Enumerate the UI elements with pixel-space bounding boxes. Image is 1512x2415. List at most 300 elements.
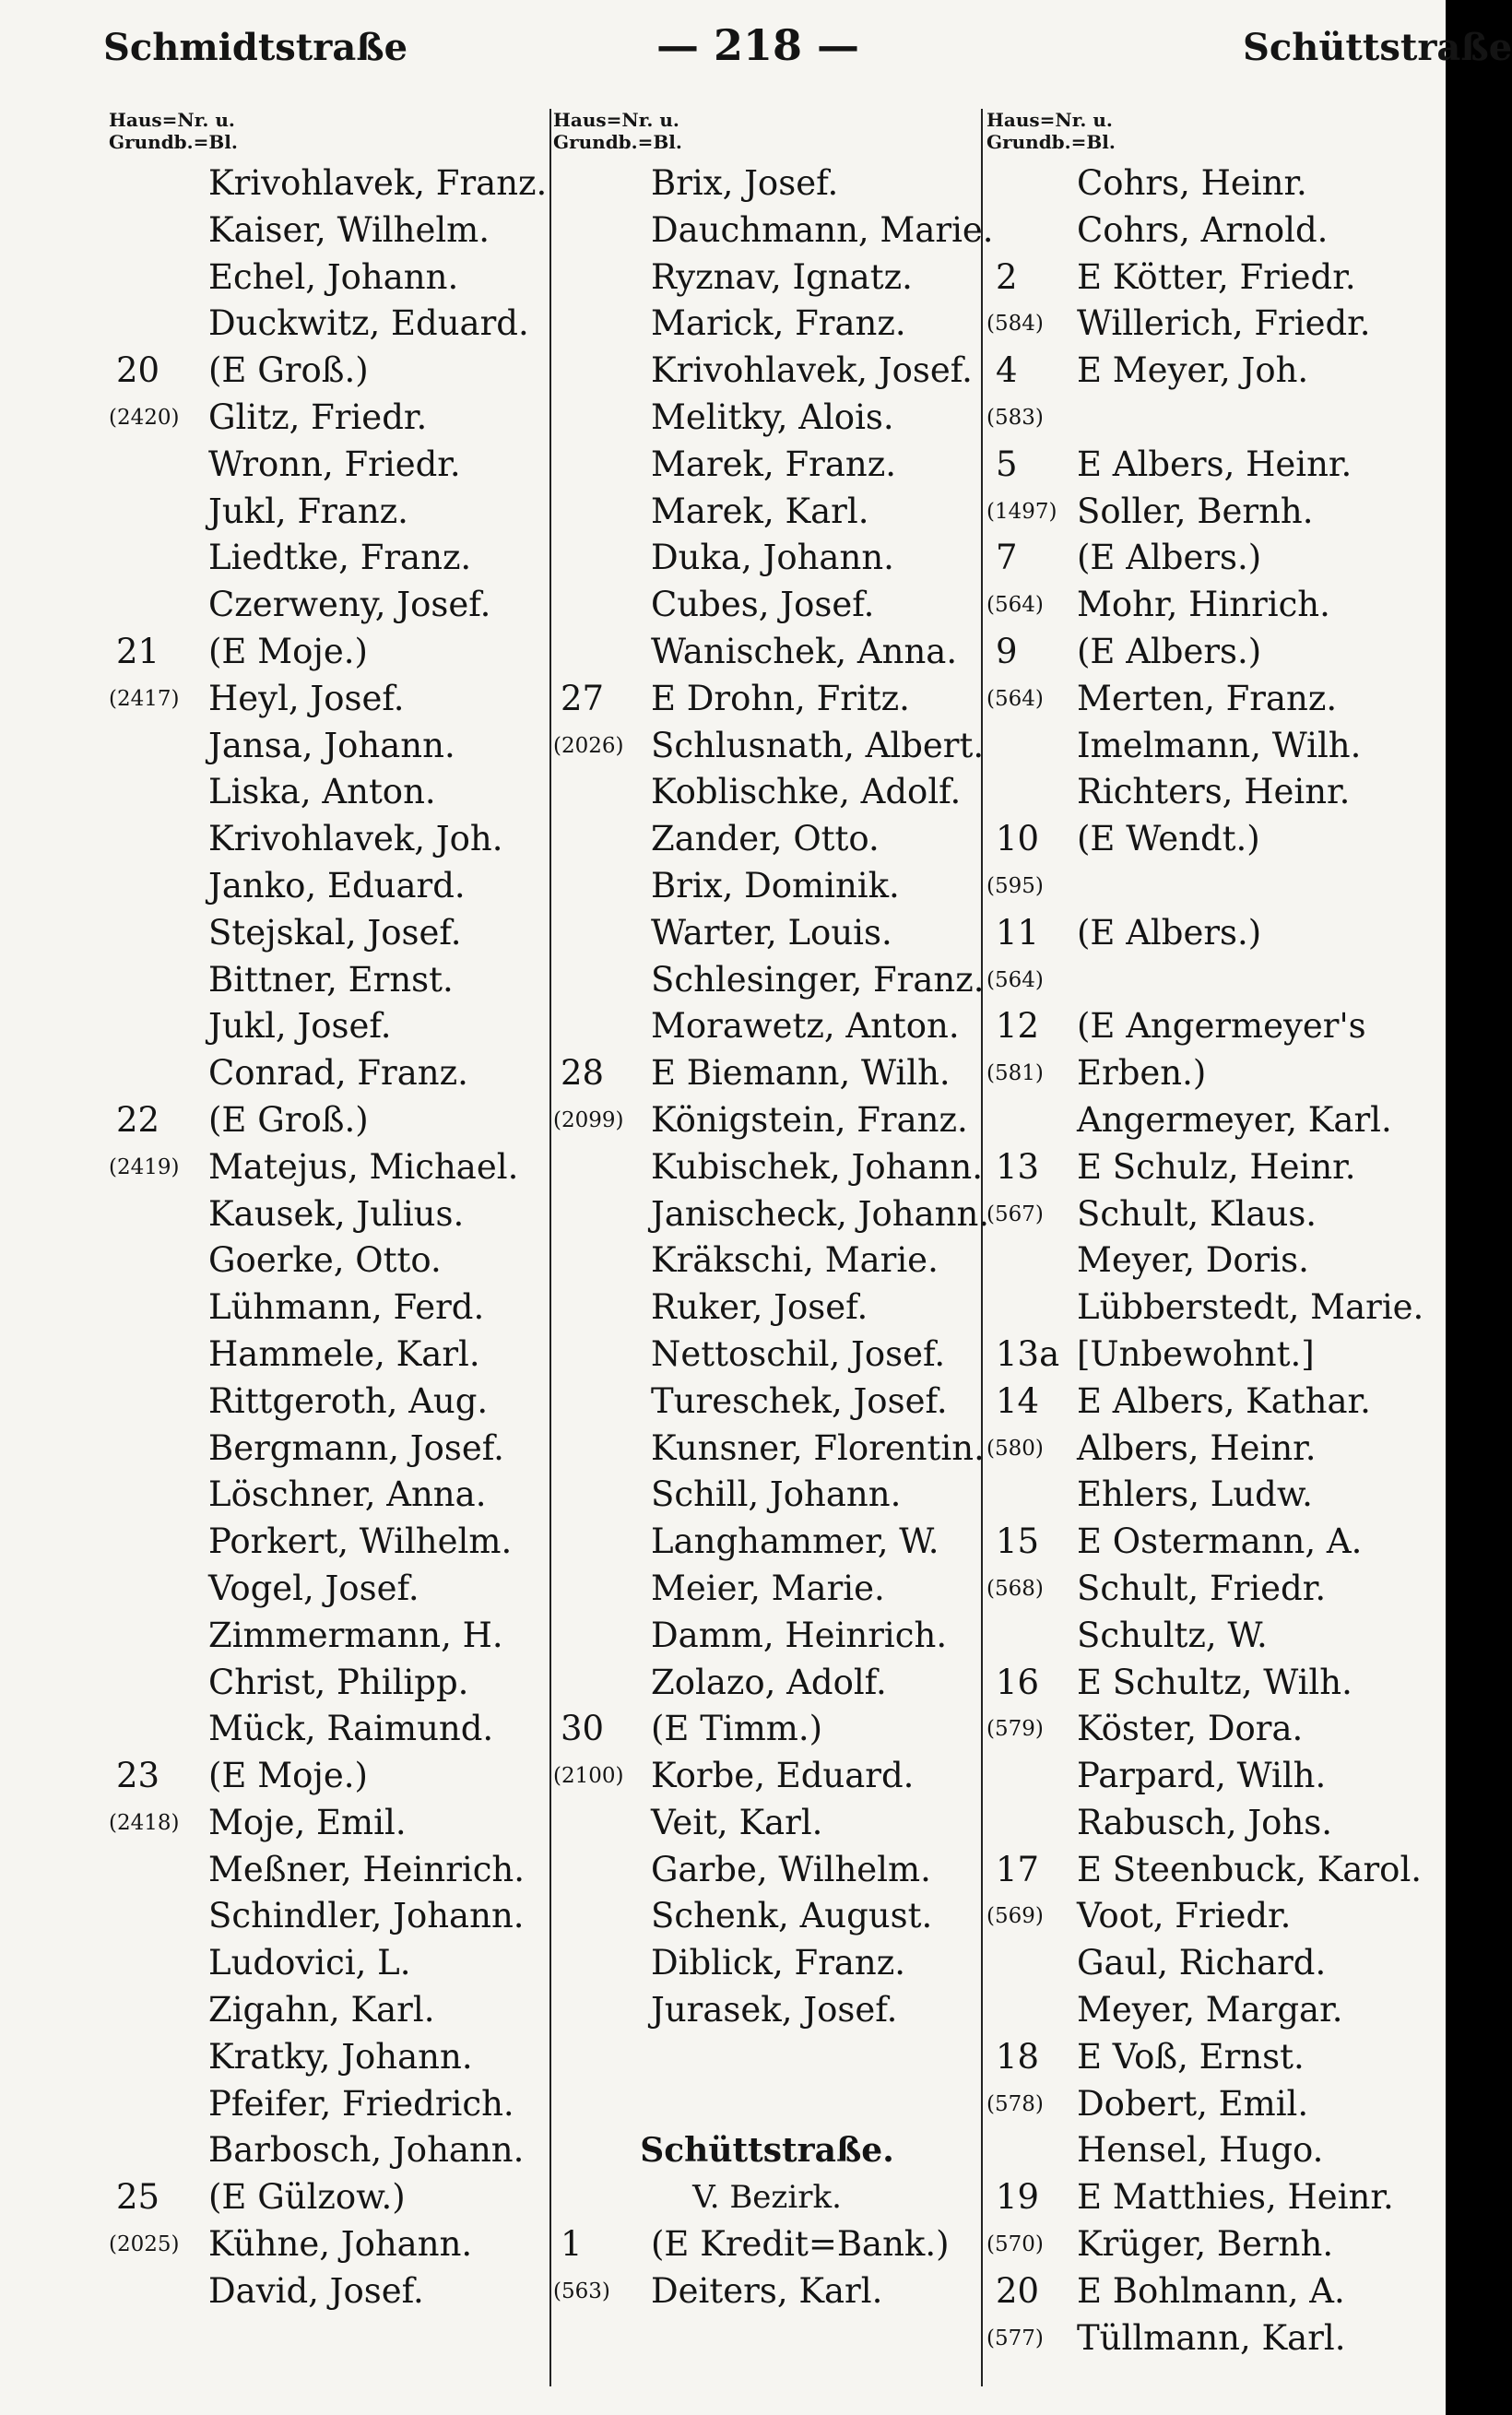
resident-name: Bergmann, Josef. [208, 1427, 504, 1468]
resident-name: Mück, Raimund. [208, 1709, 494, 1749]
resident-name: E Ostermann, A. [1077, 1521, 1363, 1562]
list-item [109, 160, 549, 207]
house-number: 28 [561, 1053, 605, 1094]
resident-name: Schlusnath, Albert. [651, 725, 985, 765]
house-number: 22 [116, 1099, 160, 1140]
resident-name: Krivohlavek, Joh. [208, 819, 503, 859]
resident-name: Voot, Friedr. [1077, 1896, 1292, 1936]
resident-name: Garbe, Wilhelm. [651, 1849, 931, 1889]
list-item [986, 2174, 1436, 2221]
list-item [553, 1472, 981, 1519]
column-3 [986, 109, 1436, 2396]
grundbuch-number: (568) [986, 1576, 1044, 1601]
page-number: — 218 — [656, 20, 860, 70]
list-item [986, 1191, 1436, 1238]
house-number: 14 [996, 1380, 1040, 1421]
list-item [986, 1426, 1436, 1473]
list-item [553, 1003, 981, 1050]
list-item [553, 1987, 981, 2034]
list-item [553, 2221, 981, 2268]
list-item [109, 1987, 549, 2034]
grundbuch-number: (2417) [109, 686, 180, 711]
resident-name: Vogel, Josef. [208, 1568, 419, 1608]
resident-name: Pfeifer, Friedrich. [208, 2083, 514, 2124]
grundbuch-number: (570) [986, 2232, 1044, 2257]
resident-name: Schultz, W. [1077, 1615, 1268, 1655]
column-header-line: Grundb.=Bl. [986, 131, 1116, 153]
list-item [109, 629, 549, 676]
column-header-line: Haus=Nr. u. [553, 109, 679, 131]
grundbuch-number: (564) [986, 593, 1044, 618]
list-item [109, 1753, 549, 1800]
list-item [986, 160, 1436, 207]
list-item [109, 769, 549, 816]
resident-name: E Schulz, Heinr. [1077, 1146, 1356, 1187]
grundbuch-number: (2100) [553, 1764, 624, 1789]
grundbuch-number: (584) [986, 312, 1044, 337]
grundbuch-number: (567) [986, 1202, 1044, 1226]
resident-name: Dobert, Emil. [1077, 2083, 1309, 2124]
list-item [986, 1987, 1436, 2034]
list-item [986, 769, 1436, 816]
resident-name: Cohrs, Heinr. [1077, 163, 1307, 203]
grundbuch-number: (583) [986, 405, 1044, 430]
list-item [986, 1472, 1436, 1519]
resident-name: Stejskal, Josef. [208, 912, 462, 953]
grundbuch-number: (2025) [109, 2232, 180, 2257]
list-item [553, 395, 981, 442]
list-item [986, 1893, 1436, 1940]
list-item [553, 535, 981, 582]
list-item [986, 1003, 1436, 1050]
grundbuch-number: (579) [986, 1717, 1044, 1742]
resident-name: Warter, Louis. [651, 912, 892, 953]
house-number: 21 [116, 631, 160, 671]
list-item [553, 1237, 981, 1284]
resident-name: E Matthies, Heinr. [1077, 2177, 1394, 2218]
resident-name: Hensel, Hugo. [1077, 2130, 1324, 2171]
resident-name: Schlesinger, Franz. [651, 959, 985, 1000]
list-item [109, 1284, 549, 1332]
resident-name: (E Moje.) [208, 1756, 368, 1796]
resident-name: Deiters, Karl. [651, 2270, 883, 2311]
list-item [109, 676, 549, 723]
list-item [986, 1566, 1436, 1613]
list-item [986, 1379, 1436, 1426]
resident-name: Marek, Karl. [651, 491, 869, 531]
list-item [986, 2127, 1436, 2174]
resident-name: Meßner, Heinrich. [208, 1849, 526, 1889]
resident-name: Marick, Franz. [651, 303, 906, 344]
resident-name: (E Albers.) [1077, 912, 1262, 953]
list-item [553, 1566, 981, 1613]
resident-name: Ehlers, Ludw. [1077, 1474, 1313, 1515]
resident-name: Korbe, Eduard. [651, 1756, 915, 1796]
resident-name: Kunsner, Florentin. [651, 1427, 985, 1468]
resident-name: Willerich, Friedr. [1077, 303, 1371, 344]
resident-name: (E Timm.) [651, 1709, 823, 1749]
house-number: 17 [996, 1849, 1040, 1889]
list-item [109, 1472, 549, 1519]
grundbuch-number: (2420) [109, 405, 180, 430]
resident-name: Löschner, Anna. [208, 1474, 487, 1515]
house-number: 4 [996, 350, 1018, 391]
header-street-right: Schüttstraße [1243, 26, 1512, 69]
list-item [109, 816, 549, 863]
list-item [986, 1332, 1436, 1379]
house-number: 12 [996, 1006, 1040, 1047]
resident-name: Schill, Johann. [651, 1474, 902, 1515]
list-item [553, 1893, 981, 1940]
resident-name: Gaul, Richard. [1077, 1943, 1327, 1983]
list-item [109, 1191, 549, 1238]
resident-name: Angermeyer, Karl. [1077, 1099, 1392, 1140]
list-item [986, 348, 1436, 395]
house-number: 15 [996, 1521, 1040, 1562]
grundbuch-number: (2099) [553, 1107, 624, 1132]
resident-name: (E Kredit=Bank.) [651, 2224, 950, 2265]
column-1 [109, 109, 549, 2396]
resident-name: Langhammer, W. [651, 1521, 939, 1562]
grundbuch-number: (2419) [109, 1154, 180, 1179]
grundbuch-number: (1497) [986, 499, 1057, 524]
list-item [986, 957, 1436, 1004]
column-divider [549, 109, 551, 2386]
resident-name: Janko, Eduard. [208, 865, 466, 906]
resident-name: Kubischek, Johann. [651, 1146, 983, 1187]
resident-name: Moje, Emil. [208, 1802, 407, 1842]
list-item [553, 582, 981, 629]
resident-name: Kaiser, Wilhelm. [208, 209, 490, 250]
resident-name: Schenk, August. [651, 1896, 933, 1936]
list-item [986, 2268, 1436, 2315]
list-item [109, 395, 549, 442]
list-item [109, 348, 549, 395]
resident-name: Mohr, Hinrich. [1077, 585, 1330, 625]
list-item [986, 1940, 1436, 1987]
column-header [553, 109, 981, 160]
list-item [109, 1332, 549, 1379]
resident-name: Duckwitz, Eduard. [208, 303, 529, 344]
resident-name: Kratky, Johann. [208, 2036, 473, 2077]
resident-name: Tureschek, Josef. [651, 1380, 948, 1421]
list-item [109, 2081, 549, 2128]
list-item [986, 255, 1436, 302]
resident-name: (E Albers.) [1077, 538, 1262, 578]
house-number: 27 [561, 678, 605, 718]
resident-name: Krivohlavek, Josef. [651, 350, 973, 391]
resident-name: (E Wendt.) [1077, 819, 1260, 859]
list-item [553, 863, 981, 910]
list-item [553, 676, 981, 723]
resident-name: E Bohlmann, A. [1077, 2270, 1345, 2311]
list-item [986, 2034, 1436, 2081]
column-header-line: Grundb.=Bl. [553, 131, 682, 153]
column-header-line: Haus=Nr. u. [109, 109, 235, 131]
resident-name: Glitz, Friedr. [208, 397, 428, 437]
house-number: 5 [996, 444, 1018, 484]
house-number: 10 [996, 819, 1040, 859]
list-item [553, 1660, 981, 1707]
resident-name: Hammele, Karl. [208, 1333, 480, 1374]
resident-name: Imelmann, Wilh. [1077, 725, 1362, 765]
list-item [553, 255, 981, 302]
list-item [553, 1426, 985, 1473]
list-item [109, 723, 549, 770]
resident-name: Cubes, Josef. [651, 585, 875, 625]
list-item [109, 1003, 549, 1050]
grundbuch-number: (580) [986, 1436, 1044, 1461]
list-item [986, 1613, 1436, 1660]
house-number: 23 [116, 1756, 160, 1796]
list-item [553, 442, 981, 489]
resident-name: Zigahn, Karl. [208, 1990, 435, 2030]
list-item [986, 207, 1436, 255]
resident-name: David, Josef. [208, 2270, 424, 2311]
resident-name: Brix, Dominik. [651, 865, 900, 906]
resident-name: Zander, Otto. [651, 819, 880, 859]
resident-name: Jurasek, Josef. [651, 1990, 898, 2030]
house-number: 7 [996, 538, 1018, 578]
list-item [986, 1800, 1436, 1847]
list-item [986, 1847, 1436, 1894]
list-item [553, 1753, 981, 1800]
resident-name: Diblick, Franz. [651, 1943, 906, 1983]
resident-name: Echel, Johann. [208, 256, 459, 297]
list-item [986, 1050, 1436, 1097]
list-item [109, 910, 549, 957]
list-item [553, 1097, 981, 1144]
column-2 [553, 109, 994, 2396]
list-item [553, 910, 981, 957]
grundbuch-number: (2026) [553, 733, 624, 758]
column-header [986, 109, 1436, 160]
grundbuch-number: (595) [986, 873, 1044, 898]
list-item [109, 863, 549, 910]
list-item [109, 2221, 549, 2268]
resident-name: Melitky, Alois. [651, 397, 894, 437]
resident-name: Heyl, Josef. [208, 678, 405, 718]
list-item [553, 1050, 981, 1097]
list-item [986, 442, 1436, 489]
house-number: 2 [996, 256, 1018, 297]
resident-name: Christ, Philipp. [208, 1662, 469, 1702]
list-item [986, 489, 1436, 536]
resident-name: Rabusch, Johs. [1077, 1802, 1333, 1842]
house-number: 1 [561, 2224, 583, 2265]
list-item [553, 1144, 981, 1191]
header-street-left: Schmidtstraße [103, 26, 408, 69]
resident-name: Barbosch, Johann. [208, 2130, 525, 2171]
list-item [553, 1379, 981, 1426]
house-number: 16 [996, 1662, 1040, 1702]
house-number: 13a [996, 1333, 1060, 1374]
resident-name: Meyer, Margar. [1077, 1990, 1343, 2030]
list-item [553, 816, 981, 863]
resident-name: Cohrs, Arnold. [1077, 209, 1329, 250]
list-item [109, 1940, 549, 1987]
resident-name: Krivohlavek, Franz. [208, 163, 548, 203]
list-item [109, 255, 549, 302]
resident-name: Wanischek, Anna. [651, 631, 958, 671]
list-item [109, 1660, 549, 1707]
resident-name: Zimmermann, H. [208, 1615, 503, 1655]
list-item [553, 1613, 981, 1660]
list-item [109, 1847, 549, 1894]
list-item [109, 442, 549, 489]
resident-name: E Biemann, Wilh. [651, 1053, 951, 1094]
resident-name: (E Groß.) [208, 1099, 369, 1140]
list-item [986, 1237, 1436, 1284]
list-item [109, 1613, 549, 1660]
list-item [109, 1566, 549, 1613]
list-item [986, 2081, 1436, 2128]
list-item [986, 1144, 1436, 1191]
resident-name: Schindler, Johann. [208, 1896, 525, 1936]
resident-name: Goerke, Otto. [208, 1240, 442, 1281]
list-item [109, 1144, 549, 1191]
list-item [553, 1519, 981, 1566]
resident-name: Janischeck, Johann. [651, 1193, 990, 1234]
resident-name: Veit, Karl. [651, 1802, 823, 1842]
list-item [986, 1753, 1436, 1800]
house-number: 20 [996, 2270, 1040, 2311]
resident-name: Merten, Franz. [1077, 678, 1338, 718]
resident-name: (E Groß.) [208, 350, 369, 391]
resident-name: Kräkschi, Marie. [651, 1240, 939, 1281]
grundbuch-number: (564) [986, 686, 1044, 711]
resident-name: Rittgeroth, Aug. [208, 1380, 489, 1421]
list-item [109, 582, 549, 629]
house-number: 13 [996, 1146, 1040, 1187]
list-item [553, 957, 985, 1004]
resident-name: Czerweny, Josef. [208, 585, 491, 625]
list-item [553, 207, 994, 255]
resident-name: Köster, Dora. [1077, 1709, 1304, 1749]
list-item [109, 1379, 549, 1426]
resident-name: Jukl, Josef. [208, 1006, 392, 1047]
list-item [553, 348, 981, 395]
list-item [109, 1097, 549, 1144]
resident-name: Dauchmann, Marie. [651, 209, 994, 250]
list-item [986, 2315, 1436, 2362]
resident-name: Königstein, Franz. [651, 1099, 968, 1140]
resident-name: Liedtke, Franz. [208, 538, 472, 578]
list-item [986, 1519, 1436, 1566]
list-item [986, 535, 1436, 582]
resident-name: Schult, Friedr. [1077, 1568, 1327, 1608]
section-title: Schüttstraße. [640, 2131, 894, 2171]
resident-name: (E Moje.) [208, 631, 368, 671]
house-number: 11 [996, 912, 1040, 953]
list-item [986, 2221, 1436, 2268]
resident-name: Nettoschil, Josef. [651, 1333, 946, 1374]
list-item [986, 629, 1436, 676]
list-item [986, 301, 1436, 348]
house-number: 9 [996, 631, 1018, 671]
list-item [553, 1332, 981, 1379]
resident-name: Matejus, Michael. [208, 1146, 519, 1187]
resident-name: Soller, Bernh. [1077, 491, 1314, 531]
resident-name: Jukl, Franz. [208, 491, 408, 531]
section-spacer [553, 2081, 981, 2128]
resident-name: Morawetz, Anton. [651, 1006, 960, 1047]
resident-name: (E Angermeyer's [1077, 1006, 1366, 1047]
list-item [109, 2174, 549, 2221]
resident-name: E Voß, Ernst. [1077, 2036, 1305, 2077]
resident-name: Ryznav, Ignatz. [651, 256, 913, 297]
section-subtitle: V. Bezirk. [692, 2179, 842, 2217]
resident-name: Ludovici, L. [208, 1943, 411, 1983]
list-item [553, 1191, 990, 1238]
grundbuch-number: (564) [986, 967, 1044, 992]
resident-name: Meyer, Doris. [1077, 1240, 1309, 1281]
list-item [109, 1426, 549, 1473]
resident-name: Damm, Heinrich. [651, 1615, 948, 1655]
list-item [986, 395, 1436, 442]
resident-name: Porkert, Wilhelm. [208, 1521, 513, 1562]
list-item [109, 1800, 549, 1847]
resident-name: Parpard, Wilh. [1077, 1756, 1327, 1796]
resident-name: E Steenbuck, Karol. [1077, 1849, 1423, 1889]
list-item [553, 769, 981, 816]
resident-name: Wronn, Friedr. [208, 444, 461, 484]
resident-name: Conrad, Franz. [208, 1053, 468, 1094]
resident-name: Schult, Klaus. [1077, 1193, 1317, 1234]
list-item [109, 207, 549, 255]
list-item [109, 2268, 549, 2315]
resident-name: E Meyer, Joh. [1077, 350, 1309, 391]
house-number: 20 [116, 350, 160, 391]
resident-name: Ruker, Josef. [651, 1287, 868, 1328]
resident-name: Lübberstedt, Marie. [1077, 1287, 1424, 1328]
list-item [986, 1097, 1436, 1144]
list-item [553, 1284, 981, 1332]
grundbuch-number: (563) [553, 2279, 610, 2303]
list-item [553, 2268, 981, 2315]
column-header [109, 109, 549, 160]
list-item [109, 957, 549, 1004]
grundbuch-number: (581) [986, 1061, 1044, 1086]
list-item [109, 301, 549, 348]
list-item [109, 1706, 549, 1753]
list-item [553, 1800, 981, 1847]
list-item [553, 301, 981, 348]
list-item [986, 1706, 1436, 1753]
resident-name: E Schultz, Wilh. [1077, 1662, 1353, 1702]
list-item [109, 1519, 549, 1566]
list-item [109, 535, 549, 582]
list-item [986, 816, 1436, 863]
resident-name: Albers, Heinr. [1077, 1427, 1317, 1468]
list-item [986, 676, 1436, 723]
resident-name: Meier, Marie. [651, 1568, 885, 1608]
house-number: 30 [561, 1709, 605, 1749]
list-item [553, 1847, 981, 1894]
column-header-line: Haus=Nr. u. [986, 109, 1113, 131]
list-item [109, 1237, 549, 1284]
grundbuch-number: (578) [986, 2091, 1044, 2116]
resident-name: Richters, Heinr. [1077, 772, 1351, 812]
resident-name: E Kötter, Friedr. [1077, 256, 1356, 297]
grundbuch-number: (577) [986, 2326, 1044, 2350]
resident-name: Erben.) [1077, 1053, 1207, 1094]
column-header-line: Grundb.=Bl. [109, 131, 238, 153]
grundbuch-number: (569) [986, 1904, 1044, 1929]
resident-name: E Albers, Kathar. [1077, 1380, 1371, 1421]
resident-name: Lühmann, Ferd. [208, 1287, 485, 1328]
list-item [109, 1893, 549, 1940]
